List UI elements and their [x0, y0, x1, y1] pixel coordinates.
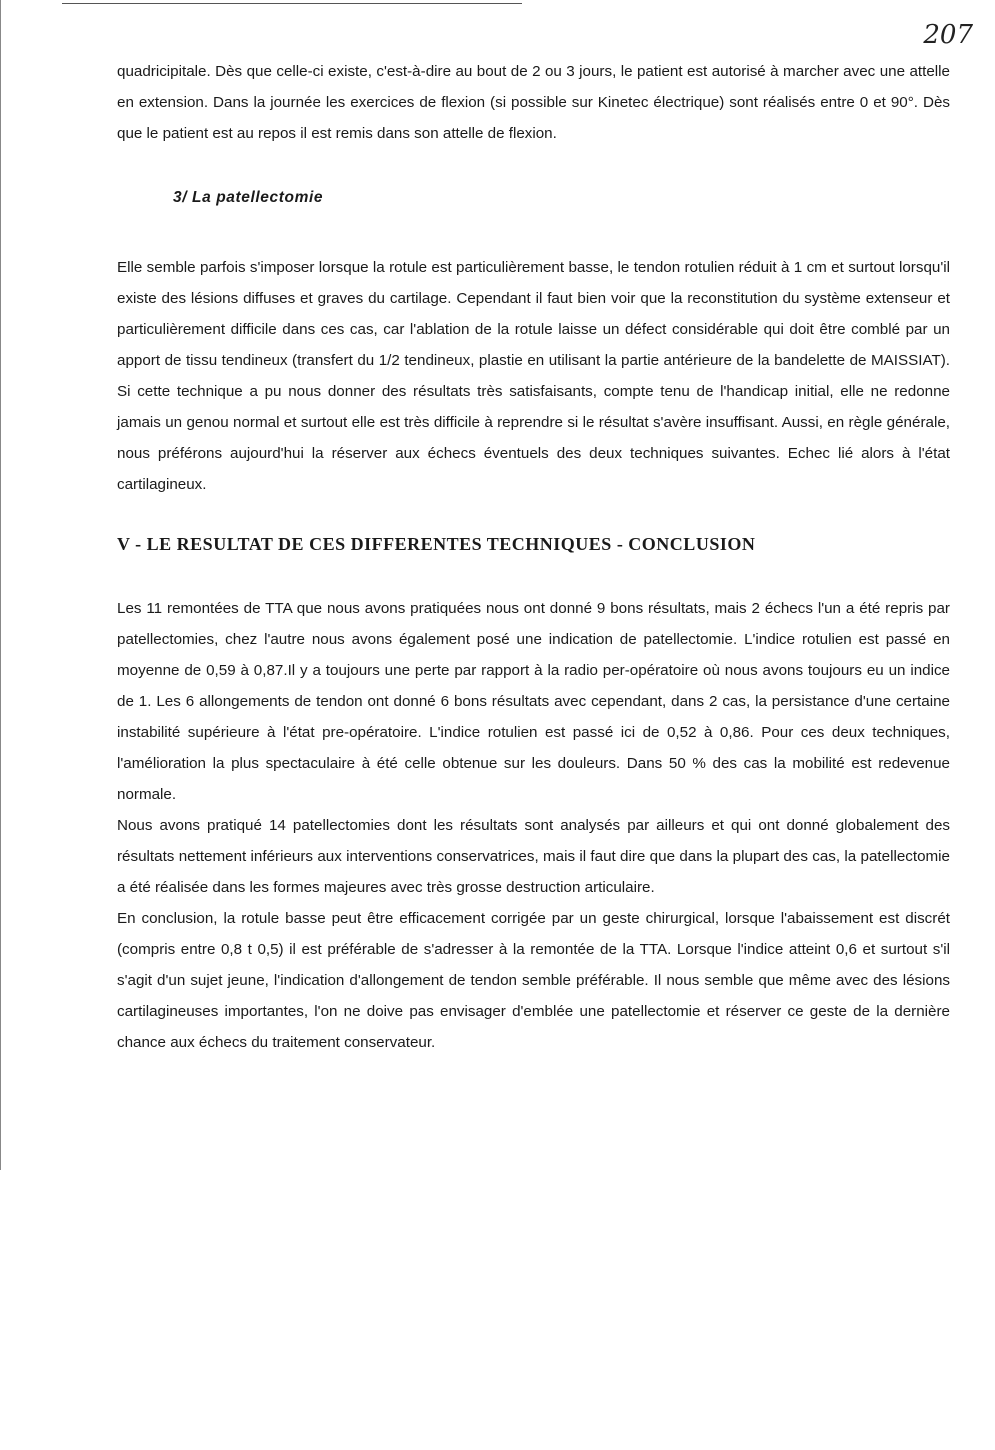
page-number: 207 [923, 20, 973, 50]
scan-left-edge [0, 0, 1, 1170]
patellectomie-paragraph: Elle semble parfois s'imposer lorsque la rotule est particulièrement basse, le tendon rotulien réduit à 1 cm et surtout lorsqu'il existe des lésions diffuses et graves du cartilage. Cependant il faut bien voir que la reconstitution du système extenseur et particulièrement difficile dans ces cas, car l'ablation de la rotule laisse un défect considérable qui doit être comblé par un apport de tissu tendineux (transfert du 1/2 tendineux, plastie en utilisant la partie antérieure de la bandelette de MAISSIAT). Si cette technique a pu nous donner des résultats très satisfaisants, compte tenu de l'handicap initial, elle ne redonne jamais un genou normal et surtout elle est très difficile à reprendre si le résultat s'avère insuffisant. Aussi, en règle générale, nous préférons aujourd'hui la réserver aux échecs éventuels des deux techniques suivantes. Echec lié alors à l'état cartilagineux. [117, 259, 950, 493]
top-rule [62, 3, 522, 4]
patellectomies-paragraph: Nous avons pratiqué 14 patellectomies dont les résultats sont analysés par ailleurs et qui ont donné globalement des résultats nettement inférieurs aux interventions conservatrices, mais il faut dire que dans la plupart des cas, la patellectomie a été réalisée dans les formes majeures avec très grosse destruction articulaire. [117, 817, 950, 896]
results-paragraph: Les 11 remontées de TTA que nous avons pratiquées nous ont donné 9 bons résultats, mais 2 échecs l'un a été repris par patellectomies, chez l'autre nous avons également posé une indication de patellectomie. L'indice rotulien est passé en moyenne de 0,59 à 0,87.Il y a toujours une perte par rapport à la radio per-opératoire où nous avons toujours eu un indice de 1. Les 6 allongements de tendon ont donné 6 bons résultats avec cependant, dans 2 cas, la persistance d'une certaine instabilité supérieure à l'état pre-opératoire. L'indice rotulien est passé ici de 0,52 à 0,86. Pour ces deux techniques, l'amélioration la plus spectaculaire à été celle obtenue sur les douleurs. Dans 50 % des cas la mobilité est redevenue normale. [117, 600, 950, 803]
subsection-heading: 3/ La patellectomie [173, 189, 324, 206]
intro-paragraph: quadricipitale. Dès que celle-ci existe, c'est-à-dire au bout de 2 ou 3 jours, le patient est autorisé à marcher avec une attelle en extension. Dans la journée les exercices de flexion (si possible sur Kinetec électrique) sont réalisés entre 0 et 90°. Dès que le patient est au repos il est remis dans son attelle de flexion. [117, 63, 950, 142]
conclusion-paragraph: En conclusion, la rotule basse peut être efficacement corrigée par un geste chirurgical, lorsque l'abaissement est discrét (compris entre 0,8 t 0,5) il est préférable de s'adresser à la remontée de la TTA. Lorsque l'indice atteint 0,6 et surtout s'il s'agit d'un sujet jeune, l'indication d'allongement de tendon semble préférable. Il nous semble que même avec des lésions cartilagineuses importantes, l'on ne doive pas envisager d'emblée une patellectomie et réserver ce geste de la dernière chance aux échecs du traitement conservateur. [117, 910, 950, 1051]
page-body [117, 56, 950, 1058]
section-heading: V - LE RESULTAT DE CES DIFFERENTES TECHNIQUES - CONCLUSION [117, 534, 756, 554]
